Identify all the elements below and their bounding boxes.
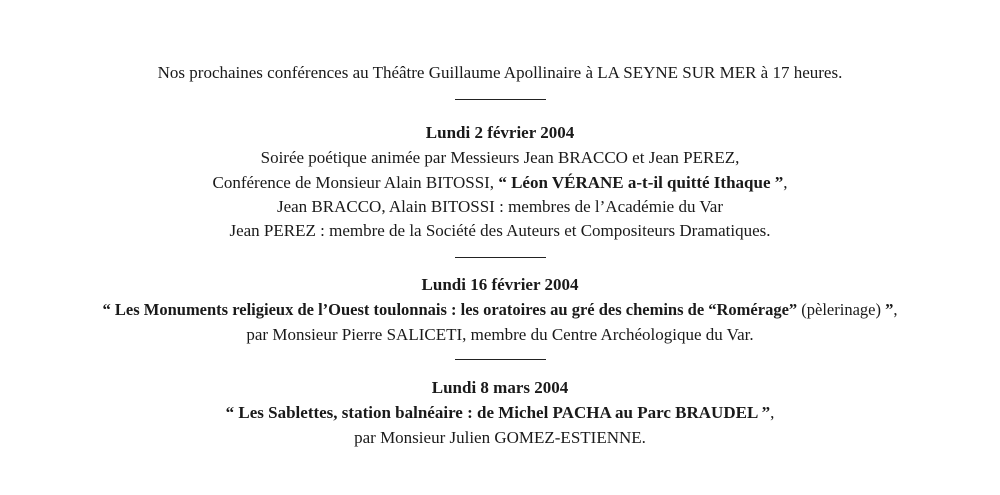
event-1-line-3: Jean BRACCO, Alain BITOSSI : membres de l’Académie du Var [276, 197, 724, 216]
event-1-line-1: Soirée poétique animée par Messieurs Jean BRACCO et Jean PEREZ, [260, 148, 740, 167]
event-1-conference-title: “ Léon VÉRANE a-t-il quitté Ithaque ” [498, 173, 784, 192]
event-1-line-2 [0, 172, 1000, 194]
intro-text: Nos prochaines conférences au Théâtre Guillaume Apollinaire à LA SEYNE SUR MER à 17 heures. [157, 63, 843, 82]
event-2-date: Lundi 16 février 2004 [421, 275, 579, 294]
event-2-title-parenthetical: (pèlerinage) [797, 300, 886, 319]
divider-1 [455, 99, 546, 100]
event-3-date: Lundi 8 mars 2004 [431, 378, 569, 397]
event-2-speaker: par Monsieur Pierre SALICETI, membre du Centre Archéologique du Var. [246, 325, 754, 344]
event-1-line-4: Jean PEREZ : membre de la Société des Auteurs et Compositeurs Dramatiques. [229, 221, 771, 240]
event-2-title-end: , [893, 300, 898, 319]
event-2-title-close-quote: ” [885, 300, 894, 319]
event-2-title-main: “ Les Monuments religieux de l’Ouest toulonnais : les oratoires au gré des chemins de “Romérage” [102, 300, 798, 319]
event-3-speaker: par Monsieur Julien GOMEZ-ESTIENNE. [354, 428, 646, 447]
event-3-title-line [0, 402, 1000, 424]
event-1-conference-suffix: , [783, 173, 788, 192]
event-2-title-line [0, 299, 1000, 321]
event-3-title: “ Les Sablettes, station balnéaire : de Michel PACHA au Parc BRAUDEL ” [225, 403, 771, 422]
event-1-date: Lundi 2 février 2004 [425, 123, 575, 142]
event-1-conference-prefix: Conférence de Monsieur Alain BITOSSI, [212, 173, 499, 192]
divider-2 [455, 257, 546, 258]
divider-3 [455, 359, 546, 360]
event-3-title-end: , [770, 403, 775, 422]
